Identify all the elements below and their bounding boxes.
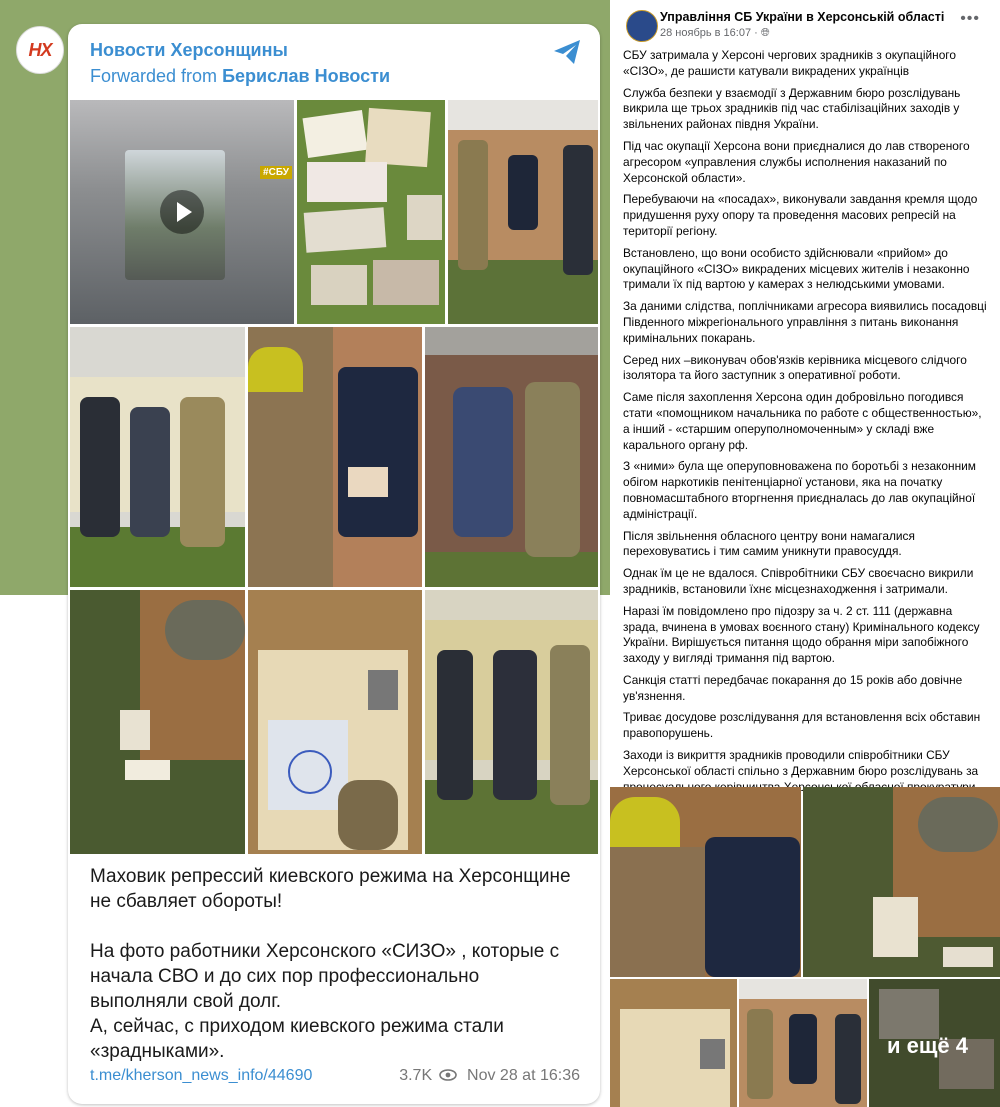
- post-text: [623, 48, 989, 801]
- post-date-line: [660, 27, 770, 40]
- video-thumbnail[interactable]: [70, 100, 294, 324]
- photo-passport-check[interactable]: [248, 327, 422, 587]
- post-paragraph: На фото работники Херсонского «СИЗО» , которые с начала СВО и до сих пор профессионально выполняли свой долг. А, сейчас, с приходом киевского режима стали «зрадныками».: [90, 941, 560, 1062]
- channel-avatar-icon[interactable]: НХ: [16, 26, 64, 74]
- photo-van-detention[interactable]: [70, 327, 245, 587]
- channel-name[interactable]: Новости Херсонщины: [90, 40, 288, 60]
- post-date: Nov 28 at 16:36: [467, 1067, 580, 1084]
- photo-van-two-soldiers[interactable]: [425, 590, 598, 854]
- post-footer: [90, 1067, 580, 1085]
- forwarded-prefix: Forwarded from: [90, 66, 218, 86]
- fb-photo-arrest[interactable]: [610, 787, 801, 977]
- post-paragraph: Однак їм це не вдалося. Співробітники СБУ своєчасно викрили зрадників, встановили їхнє місцезнаходження і затримали.: [623, 566, 974, 596]
- post-paragraph: Наразі їм повідомлено про підозру за ч. 2 ст. 111 (державна зрада, вчинена в умовах воєнного стану) Кримінального кодексу України. Вирішується питання щодо обрання міри запобіжного заходу у вигляді тримання під вартою.: [623, 603, 980, 666]
- photo-documents[interactable]: [297, 100, 445, 324]
- post-paragraph: Серед них –виконувач обов'язків керівника місцевого слідчого ізолятора та його заступник з оперативної роботи.: [623, 352, 967, 383]
- play-icon[interactable]: [160, 190, 204, 234]
- telegram-post: [68, 24, 600, 1104]
- forwarded-from: [90, 66, 390, 87]
- post-paragraph: Під час окупації Херсона вони приєдналися до лав створеного агресором «управления службы исполнения наказаний по Херсонской области».: [623, 138, 970, 185]
- post-paragraph: Служба безпеки у взаємодії з Державним бюро розслідувань викрила ще трьох зрадників під час стабілізаційних заходів у звільнених районах півдня України.: [623, 85, 961, 132]
- post-paragraph: Триває досудове розслідування для встановлення всіх обставин правопорушень.: [623, 710, 981, 741]
- fb-photo-documents[interactable]: [803, 787, 1000, 977]
- facebook-post: [610, 0, 1000, 1107]
- photo-arrest-wall[interactable]: [448, 100, 598, 324]
- fb-photo-passport[interactable]: [610, 979, 737, 1107]
- post-text: [90, 864, 580, 1089]
- globe-icon: · 🌐︎: [754, 27, 770, 39]
- eye-icon: [439, 1069, 457, 1081]
- more-options-icon[interactable]: •••: [960, 10, 980, 27]
- more-photos-label[interactable]: и ещё 4: [887, 1033, 969, 1058]
- post-paragraph: СБУ затримала у Херсоні чергових зрадників з окупаційного «СІЗО», де рашисти катували викрадених українців: [623, 48, 957, 78]
- photo-passport-closeup[interactable]: [248, 590, 422, 854]
- sbu-badge: #СБУ: [260, 166, 292, 179]
- post-paragraph: Санкція статті передбачає покарання до 15 років або довічне ув'язнення.: [623, 672, 963, 703]
- page-name[interactable]: Управління СБ України в Херсонській області: [660, 10, 945, 24]
- page-avatar[interactable]: [626, 10, 658, 42]
- share-icon[interactable]: [552, 38, 582, 66]
- post-paragraph: Встановлено, що вони особисто здійснювали «прийом» до окупаційного «СІЗО» викрадених місцевих жителів і незаконно тримали їх під вартою у камерах з нелюдськими умовами.: [623, 245, 970, 292]
- post-paragraph: Саме після захоплення Херсона один добровільно погодився стати «помощником начальника по работе с общественностью», а інший - «старшим оперуполномоченным» у складі вже карального органу рф.: [623, 390, 982, 452]
- fb-photo-more[interactable]: [869, 979, 1000, 1107]
- post-link[interactable]: t.me/kherson_news_info/44690: [90, 1067, 313, 1084]
- photo-grid: [70, 100, 598, 854]
- views-count: 3.7K: [399, 1067, 433, 1084]
- post-paragraph: З «ними» була ще оперуповноважена по боротьбі з незаконним обігом наркотиків пенітенціарної установи, яка на початку повномасштабного вторгнення приєдналась до лав окупаційної адміністрації.: [623, 459, 976, 521]
- post-paragraph: Маховик репрессий киевского режима на Херсонщине не сбавляет обороты!: [90, 866, 571, 912]
- post-meta: [399, 1067, 580, 1085]
- post-paragraph: Заходи із викриття зрадників проводили співробітники СБУ Херсонської області спільно з Державним бюро розслідувань за: [623, 748, 979, 778]
- post-date[interactable]: 28 ноябрь в 16:07: [660, 27, 752, 39]
- photo-documents-ground[interactable]: [70, 590, 245, 854]
- fb-photo-wall[interactable]: [739, 979, 867, 1107]
- post-paragraph: Після звільнення обласного центру вони намагалися переховуватись і тим самим уникнути правосуддя.: [623, 528, 915, 559]
- forwarded-source[interactable]: Берислав Новости: [222, 66, 391, 86]
- photo-woman-soldier[interactable]: [425, 327, 598, 587]
- post-paragraph: Перебуваючи на «посадах», виконували завдання кремля щодо придушення руху опору та проведення масових репресій на території регіону.: [623, 192, 978, 238]
- post-paragraph: За даними слідства, поплічниками агресора виявились посадовці Південного міжрегіонального управління з питань виконання кримінальних покарань.: [623, 299, 987, 345]
